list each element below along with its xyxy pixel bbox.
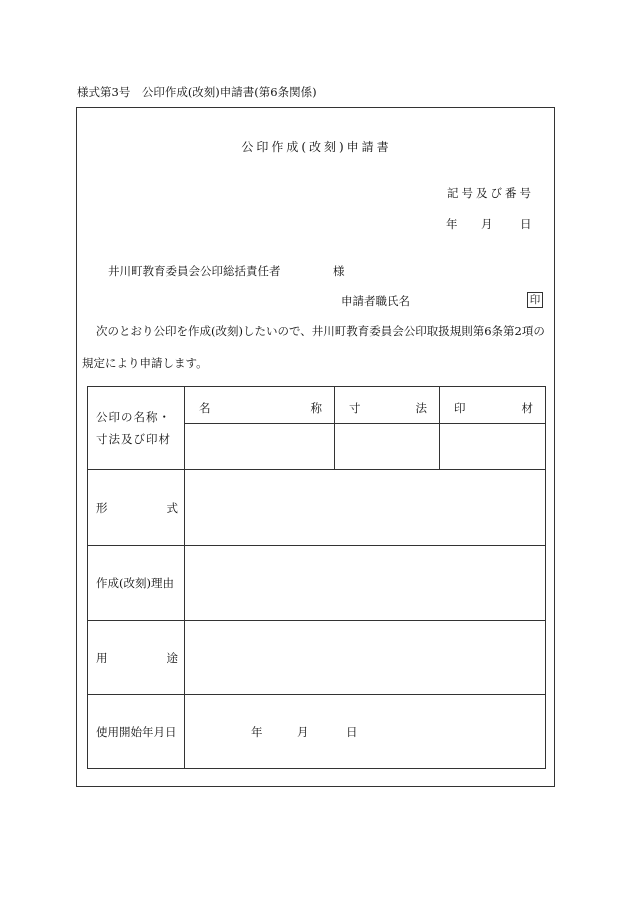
- usage-label-b: 途: [166, 650, 178, 665]
- seal-material-field[interactable]: [440, 424, 546, 470]
- addressee-honorific: 様: [333, 264, 345, 278]
- form-type-field[interactable]: [185, 470, 546, 546]
- reason-field[interactable]: [185, 546, 546, 621]
- col-header-size-a: 寸: [349, 401, 361, 415]
- seal-mark: 印: [527, 292, 543, 308]
- col-header-material-b: 材: [521, 401, 533, 415]
- col-header-name-a: 名: [199, 401, 211, 415]
- col-header-name-b: 称: [310, 401, 322, 415]
- usage-label-a: 用: [96, 650, 108, 665]
- seal-name-field[interactable]: [185, 424, 335, 470]
- col-header-name: [185, 387, 335, 424]
- start-date-day: 日: [346, 724, 358, 739]
- date-month: 月: [481, 217, 493, 231]
- col-header-material-a: 印: [454, 401, 466, 415]
- start-date-field[interactable]: [185, 695, 546, 769]
- seal-name-label-line1: 公印の名称・: [96, 410, 171, 424]
- application-table: [87, 386, 546, 769]
- reference-number-label: 記号及び番号: [447, 186, 534, 200]
- start-date-year: 年: [251, 724, 263, 739]
- usage-field[interactable]: [185, 621, 546, 695]
- applicant-name-label: 申請者職氏名: [341, 294, 410, 308]
- form-type-label-b: 式: [166, 500, 178, 515]
- body-text-line-2: 規定により申請します。: [82, 356, 208, 370]
- seal-name-size-material-label: [88, 387, 185, 470]
- seal-name-label-line2: 寸法及び印材: [96, 432, 171, 446]
- body-text-line-1: 次のとおり公印を作成(改刻)したいので、井川町教育委員会公印取扱規則第6条第2項の: [96, 324, 545, 338]
- date-day: 日: [520, 217, 532, 231]
- date-year: 年: [446, 217, 458, 231]
- form-number: 様式第3号 公印作成(改刻)申請書(第6条関係): [77, 85, 317, 99]
- start-date-label: 使用開始年月日: [88, 695, 185, 769]
- form-type-label: [88, 470, 185, 546]
- col-header-material: [440, 387, 546, 424]
- col-header-size-b: 法: [415, 401, 427, 415]
- addressee: 井川町教育委員会公印総括責任者: [108, 264, 281, 278]
- application-form-frame: [76, 107, 555, 787]
- document-title: 公印作成(改刻)申請書: [241, 140, 392, 154]
- col-header-size: [335, 387, 440, 424]
- seal-size-field[interactable]: [335, 424, 440, 470]
- form-type-label-a: 形: [96, 500, 108, 515]
- usage-label: [88, 621, 185, 695]
- application-date: [446, 216, 532, 232]
- reason-label: 作成(改刻)理由: [88, 546, 185, 621]
- start-date-month: 月: [297, 724, 309, 739]
